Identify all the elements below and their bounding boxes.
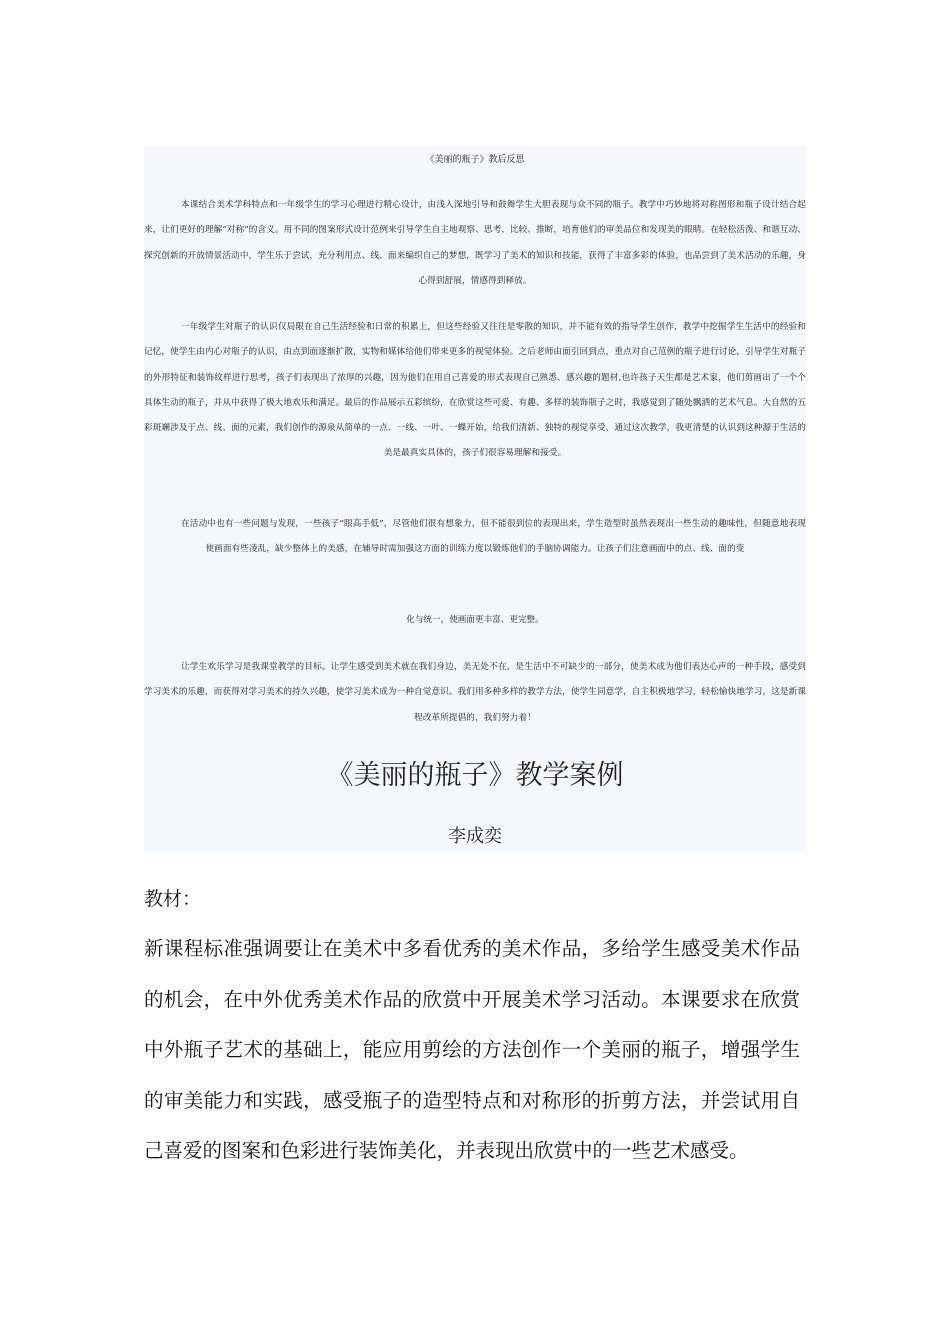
reflection-paragraph-continuation: 化与统一，使画面更丰富、更完整。 bbox=[406, 615, 544, 625]
material-label: 教材： bbox=[144, 888, 202, 910]
reflection-title: 《美丽的瓶子》教后反思 bbox=[425, 155, 525, 165]
reflection-paragraph-closing: 让学生欢乐学习是我课堂教学的目标。让学生感受到美术就在我们身边，美无处不在，是生活中不可缺少的一部分，使美术成为他们表达心声的一种手段，感受到学习美术的乐趣，而获得对学习美术的持久兴趣，使学习美术成为一种自觉意识。我们用多种多样的教学方法，使学生同意学，自主积极地学习，轻松愉快地学习，这是新课程改革所提倡的，我们努力着！ bbox=[144, 662, 806, 723]
reflection-paragraph-3: 在活动中也有一些问题与发现，一些孩子“眼高手低”，尽管他们很有想象力，但不能很到位的表现出来，学生造型时虽然表现出一些生动的趣味性，但随意地表现使画面有些凌乱，缺少整体上的美感，在辅导时需加强这方面的训练力度以锻炼他们的手脑协调能力。让孩子们注意画面中的点、线、面的变 bbox=[181, 519, 806, 555]
author-name: 李成奕 bbox=[448, 826, 502, 847]
material-body: 新课程标准强调要让在美术中多看优秀的美术作品，多给学生感受美术作品的机会，在中外优秀美术作品的欣赏中开展美术学习活动。本课要求在欣赏中外瓶子艺术的基础上，能应用剪绘的方法创作一个美丽的瓶子，增强学生的审美能力和实践，感受瓶子的造型特点和对称形的折剪方法，并尝试用自己喜爱的图案和色彩进行装饰美化，并表现出欣赏中的一些艺术感受。 bbox=[144, 937, 800, 1162]
reflection-paragraph-2: 一年级学生对瓶子的认识仅局限在自己生活经验和日常的积累上，但这些经验又往往是零散的知识，并不能有效的指导学生创作，教学中挖掘学生生活中的经验和记忆，使学生由内心对瓶子的认识，由点到面逐渐扩散，实物和媒体给他们带来更多的视觉体验。之后老师由面引回到点，重点对自己范例的瓶子进行讨论，引导学生对瓶子的外形特征和装饰纹样进行思考，孩子们表现出了浓厚的兴趣，因为他们在用自己喜爱的形式表现自己熟悉、感兴趣的题材,也许孩子天生都是艺术家，他们剪画出了一个个具体生动的瓶子，并从中获得了极大地欢乐和满足。最后的作品展示五彩缤纷，在欣赏这些可爱、有趣、多样的装饰瓶子之时，我感觉到了随处飘洒的艺术气息。大自然的五彩斑斓涉及于点、线、面的元素，我们创作的源泉从简单的一点、一线、一叶、一蝶开始，给我们清新、独特的视觉享受，通过这次教学，我更清楚的认识到这种源于生活的美是最真实具体的，孩子们很容易理解和接受。 bbox=[144, 322, 806, 459]
case-title: 《美丽的瓶子》教学案例 bbox=[326, 760, 624, 791]
reflection-paragraph-1: 本课结合美术学科特点和一年级学生的学习心理进行精心设计，由浅入深地引导和鼓舞学生大胆表现与众不同的瓶子。教学中巧妙地将对称图形和瓶子设计结合起来，让们更好的理解“对称”的含义。用不同的图案形式设计范例来引导学生自主地观察、思考、比较、推断，培育他们的审美品位和发现美的眼睛。在轻松活泼、和谐互动、探究创新的开放情景活动中，学生乐于尝试，充分利用点、线、面来编织自己的梦想，既学习了美术的知识和技能，获得了丰富多彩的体验，也品尝到了美术活动的乐趣，身心得到舒展，情感得到释放。 bbox=[144, 200, 806, 286]
